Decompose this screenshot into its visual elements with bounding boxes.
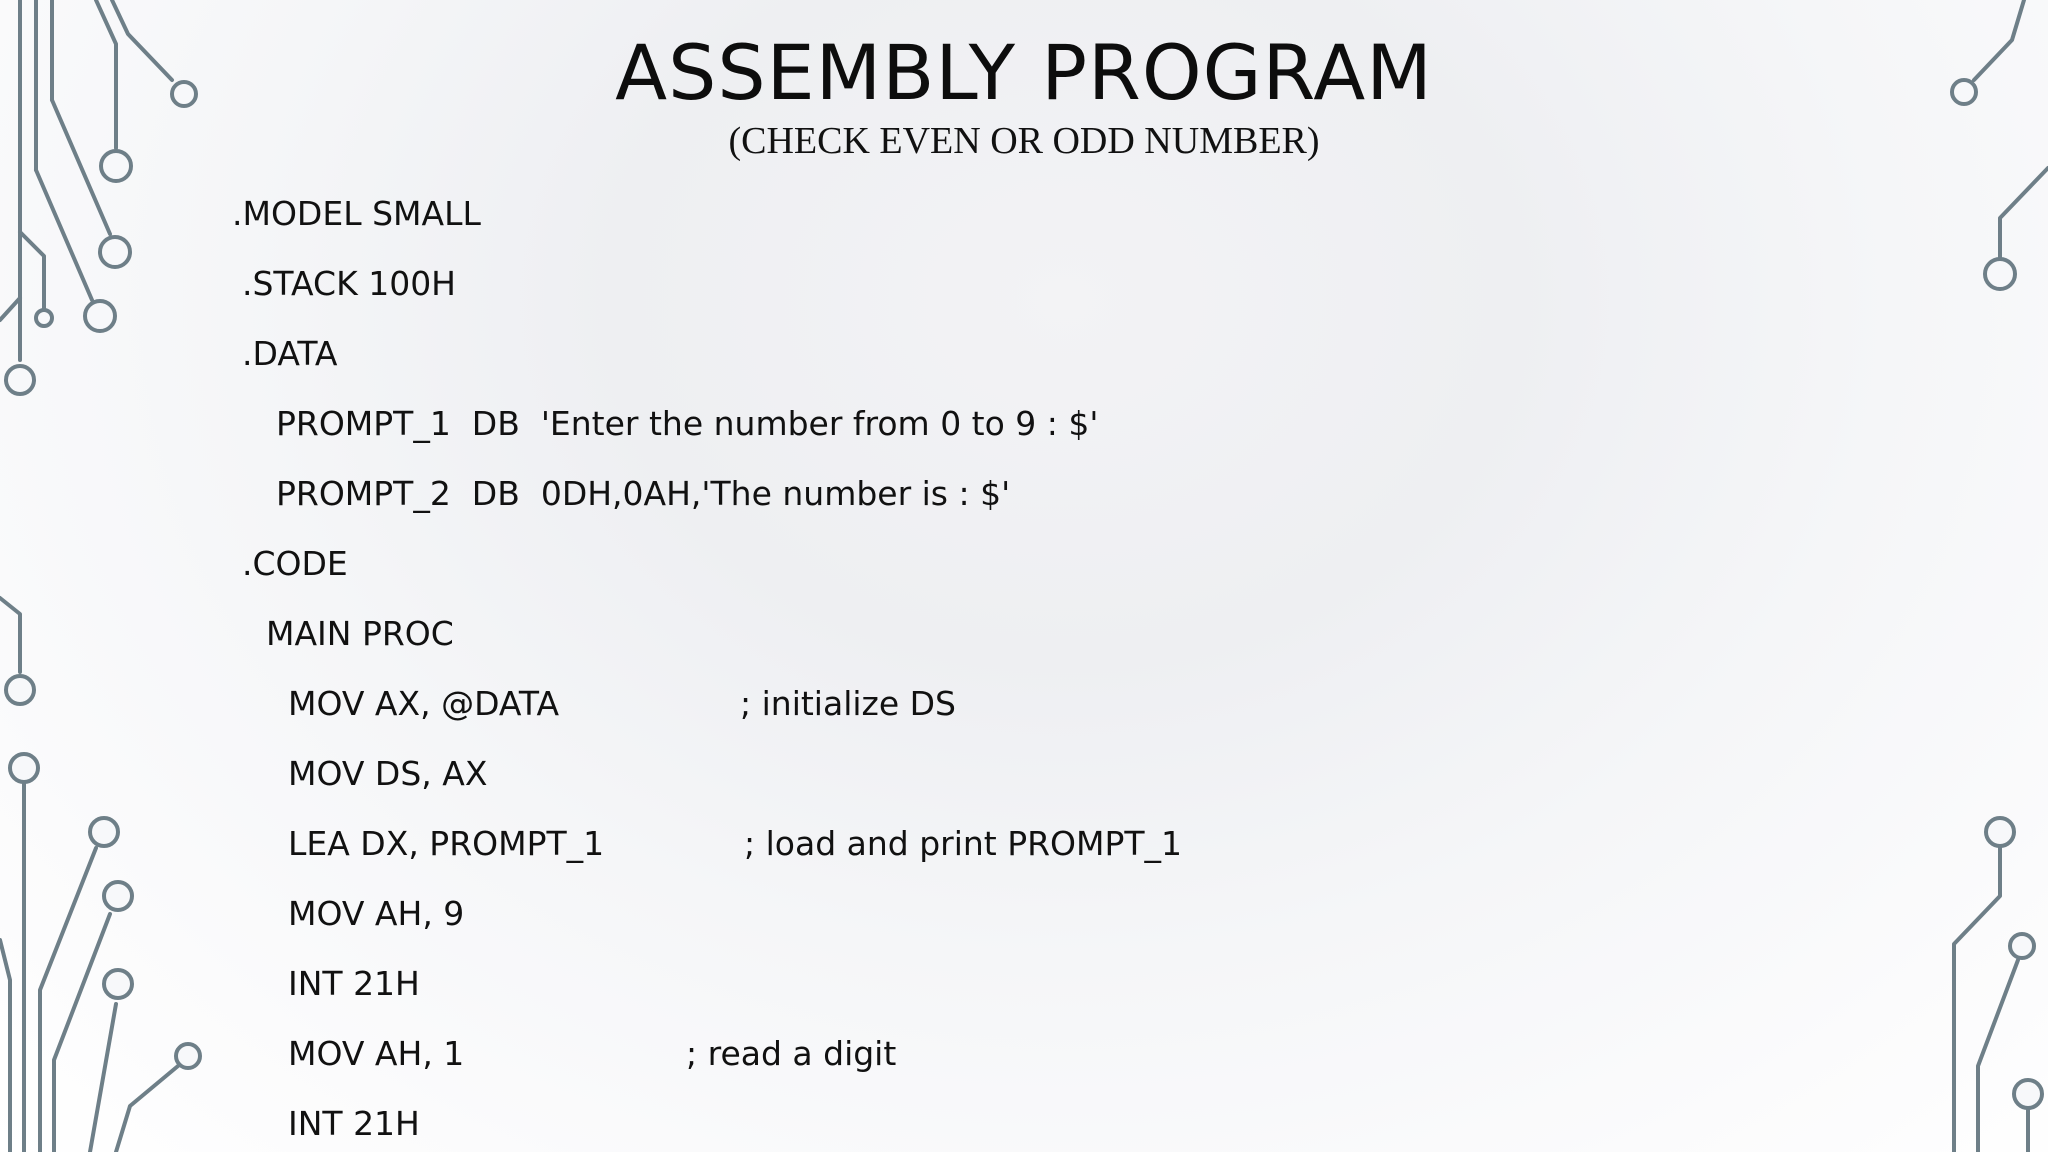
code-line: .STACK 100H: [242, 264, 457, 303]
code-line: MOV AH, 1: [288, 1034, 465, 1073]
code-line: .DATA: [242, 334, 338, 373]
code-line: MOV DS, AX: [288, 754, 488, 793]
code-line: MOV AX, @DATA: [288, 684, 560, 723]
code-line: INT 21H: [288, 964, 420, 1003]
code-line: PROMPT_1 DB 'Enter the number from 0 to 9 : $': [276, 404, 1099, 443]
slide-title: ASSEMBLY PROGRAM: [615, 28, 1433, 117]
code-line: .MODEL SMALL: [232, 194, 481, 233]
code-comment: ; read a digit: [686, 1034, 897, 1073]
code-line: .CODE: [242, 544, 348, 583]
code-comment: ; initialize DS: [740, 684, 956, 723]
slide-subtitle: (CHECK EVEN OR ODD NUMBER): [728, 120, 1320, 162]
code-line: MAIN PROC: [266, 614, 454, 653]
code-line: INT 21H: [288, 1104, 420, 1143]
code-line: PROMPT_2 DB 0DH,0AH,'The number is : $': [276, 474, 1011, 513]
code-comment: ; load and print PROMPT_1: [744, 824, 1183, 863]
code-line: LEA DX, PROMPT_1: [288, 824, 605, 863]
code-line: MOV AH, 9: [288, 894, 465, 933]
